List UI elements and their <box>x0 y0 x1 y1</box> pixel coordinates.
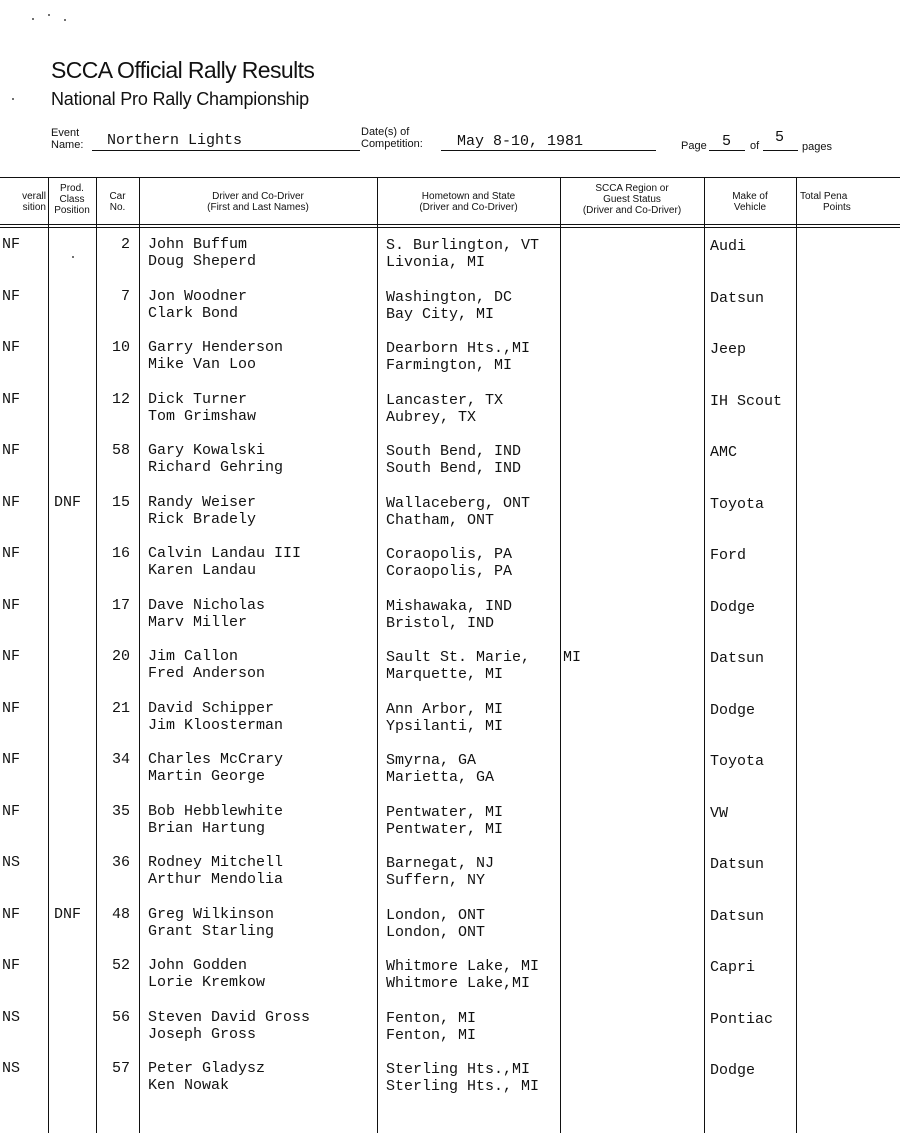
vehicle-make-cell: Datsun <box>710 650 765 667</box>
car-number-cell: 21 <box>111 700 130 717</box>
hometown-codriver: Bristol, IND <box>386 615 495 632</box>
vehicle-make-cell: Dodge <box>710 1062 756 1079</box>
hometown-codriver: Ypsilanti, MI <box>386 718 504 735</box>
hometown-driver: Fenton, MI <box>386 1010 477 1027</box>
dates-value: May 8-10, 1981 <box>457 133 584 150</box>
overall-position-cell: NS <box>2 1060 21 1077</box>
col-header-home-line1: Hometown and State <box>421 191 516 202</box>
car-number-cell: 15 <box>111 494 130 511</box>
hometown-codriver: London, ONT <box>386 924 486 941</box>
scan-speck <box>32 18 34 20</box>
hometown-driver: Lancaster, TX <box>386 392 504 409</box>
hometown-driver: Dearborn Hts.,MI <box>386 340 531 357</box>
hometown-codriver: Farmington, MI <box>386 357 513 374</box>
hometown-codriver: Whitmore Lake,MI <box>386 975 531 992</box>
col-header-overall-line1: verall <box>22 191 46 202</box>
col-header-car <box>96 191 139 213</box>
car-number-cell: 7 <box>120 288 130 305</box>
hometown-codriver: Suffern, NY <box>386 872 486 889</box>
overall-position-cell: NS <box>2 854 21 871</box>
car-number-cell: 52 <box>111 957 130 974</box>
hometown-codriver: Fenton, MI <box>386 1027 477 1044</box>
col-header-make-line1: Make of <box>732 191 768 202</box>
page-number: 5 <box>722 133 732 150</box>
codriver-name: Karen Landau <box>148 562 257 579</box>
car-number-cell: 57 <box>111 1060 130 1077</box>
col-header-penalty <box>800 191 900 213</box>
hometown-driver: Coraopolis, PA <box>386 546 513 563</box>
codriver-name: Marv Miller <box>148 614 248 631</box>
hometown-codriver: Livonia, MI <box>386 254 486 271</box>
hometown-driver: Ann Arbor, MI <box>386 701 504 718</box>
dates-underline <box>441 150 656 151</box>
class-position-cell: DNF <box>54 494 82 511</box>
event-name-label <box>51 127 83 151</box>
car-number-cell: 10 <box>111 339 130 356</box>
overall-position-cell: NF <box>2 391 21 408</box>
vehicle-make-cell: Pontiac <box>710 1011 774 1028</box>
overall-position-cell: NF <box>2 236 21 253</box>
driver-name: Charles McCrary <box>148 751 284 768</box>
col-header-driver-line1: Driver and Co-Driver <box>212 191 304 202</box>
driver-name: Steven David Gross <box>148 1009 311 1026</box>
event-label-line1: Event <box>51 127 80 139</box>
driver-name: Jim Callon <box>148 648 239 665</box>
overall-position-cell: NF <box>2 803 21 820</box>
overall-position-cell: NF <box>2 648 21 665</box>
codriver-name: Grant Starling <box>148 923 275 940</box>
hometown-codriver: Marietta, GA <box>386 769 495 786</box>
vehicle-make-cell: Datsun <box>710 290 765 307</box>
col-header-home-line2: (Driver and Co-Driver) <box>419 202 518 213</box>
driver-name: David Schipper <box>148 700 275 717</box>
overall-position-cell: NF <box>2 751 21 768</box>
driver-name: Gary Kowalski <box>148 442 266 459</box>
col-header-region <box>560 183 704 216</box>
scan-speck <box>64 19 66 21</box>
col-header-class <box>48 183 96 216</box>
hometown-driver: Pentwater, MI <box>386 804 504 821</box>
car-number-cell: 34 <box>111 751 130 768</box>
page-total-underline <box>763 150 798 151</box>
scan-speck <box>72 256 74 258</box>
hometown-driver: S. Burlington, VT <box>386 237 540 254</box>
header-rule-2 <box>0 227 900 228</box>
driver-name: John Godden <box>148 957 248 974</box>
col-header-overall <box>0 191 46 213</box>
car-number-cell: 20 <box>111 648 130 665</box>
hometown-codriver: Marquette, MI <box>386 666 504 683</box>
driver-name: Randy Weiser <box>148 494 257 511</box>
col-header-make-line2: Vehicle <box>733 202 767 213</box>
scan-speck <box>12 98 14 100</box>
vehicle-make-cell: VW <box>710 805 729 822</box>
event-name-value: Northern Lights <box>107 132 243 149</box>
overall-position-cell: NF <box>2 442 21 459</box>
codriver-name: Rick Bradely <box>148 511 257 528</box>
overall-position-cell: NF <box>2 906 21 923</box>
driver-name: Dick Turner <box>148 391 248 408</box>
car-number-cell: 2 <box>120 236 130 253</box>
of-label: of <box>750 140 760 152</box>
col-header-driver <box>139 191 377 213</box>
col-header-region-line2: Guest Status <box>603 194 661 205</box>
codriver-name: Doug Sheperd <box>148 253 257 270</box>
hometown-codriver: Aubrey, TX <box>386 409 477 426</box>
table-top-rule <box>0 177 900 178</box>
col-divider-class <box>96 177 97 1133</box>
hometown-codriver: Coraopolis, PA <box>386 563 513 580</box>
hometown-driver: Sault St. Marie, <box>386 649 531 666</box>
codriver-name: Arthur Mendolia <box>148 871 284 888</box>
col-divider-driver <box>377 177 378 1133</box>
codriver-name: Ken Nowak <box>148 1077 230 1094</box>
col-header-make <box>704 191 796 213</box>
vehicle-make-cell: Datsun <box>710 856 765 873</box>
dates-label-line1: Date(s) of <box>361 126 410 138</box>
hometown-driver: Smyrna, GA <box>386 752 477 769</box>
car-number-cell: 12 <box>111 391 130 408</box>
driver-name: Dave Nicholas <box>148 597 266 614</box>
overall-position-cell: NF <box>2 957 21 974</box>
codriver-name: Fred Anderson <box>148 665 266 682</box>
form-title: SCCA Official Rally Results <box>51 57 315 83</box>
hometown-codriver: Chatham, ONT <box>386 512 495 529</box>
hometown-codriver: Bay City, MI <box>386 306 495 323</box>
vehicle-make-cell: Dodge <box>710 702 756 719</box>
codriver-name: Richard Gehring <box>148 459 284 476</box>
driver-name: Garry Henderson <box>148 339 284 356</box>
col-divider-overall <box>48 177 49 1133</box>
col-header-car-line1: Car <box>109 191 126 202</box>
driver-name: Greg Wilkinson <box>148 906 275 923</box>
col-header-class-line2: Class <box>59 194 85 205</box>
car-number-cell: 35 <box>111 803 130 820</box>
scan-speck <box>48 14 50 16</box>
page-total: 5 <box>775 129 785 146</box>
vehicle-make-cell: Capri <box>710 959 756 976</box>
codriver-name: Clark Bond <box>148 305 239 322</box>
car-number-cell: 56 <box>111 1009 130 1026</box>
vehicle-make-cell: IH Scout <box>710 393 783 410</box>
overall-position-cell: NF <box>2 288 21 305</box>
col-divider-region <box>704 177 705 1133</box>
car-number-cell: 16 <box>111 545 130 562</box>
form-subtitle: National Pro Rally Championship <box>51 89 309 109</box>
vehicle-make-cell: Toyota <box>710 753 765 770</box>
hometown-driver: South Bend, IND <box>386 443 522 460</box>
car-number-cell: 17 <box>111 597 130 614</box>
codriver-name: Tom Grimshaw <box>148 408 257 425</box>
codriver-name: Lorie Kremkow <box>148 974 266 991</box>
vehicle-make-cell: Dodge <box>710 599 756 616</box>
hometown-driver: Sterling Hts.,MI <box>386 1061 531 1078</box>
col-header-region-line3: (Driver and Co-Driver) <box>582 205 682 216</box>
driver-name: Peter Gladysz <box>148 1060 266 1077</box>
dates-label <box>361 126 423 150</box>
hometown-driver: Whitmore Lake, MI <box>386 958 540 975</box>
hometown-codriver: Pentwater, MI <box>386 821 504 838</box>
hometown-driver: Wallaceberg, ONT <box>386 495 531 512</box>
codriver-name: Mike Van Loo <box>148 356 257 373</box>
driver-name: Jon Woodner <box>148 288 248 305</box>
pages-label: pages <box>802 141 832 153</box>
col-header-class-line3: Position <box>54 205 90 216</box>
col-header-overall-line2: sition <box>22 202 46 213</box>
event-label-line2: Name: <box>51 139 84 151</box>
col-header-home <box>377 191 560 213</box>
col-divider-car <box>139 177 140 1133</box>
col-divider-home <box>560 177 561 1133</box>
hometown-codriver: South Bend, IND <box>386 460 522 477</box>
driver-name: Rodney Mitchell <box>148 854 284 871</box>
codriver-name: Jim Kloosterman <box>148 717 284 734</box>
hometown-driver: Barnegat, NJ <box>386 855 495 872</box>
col-header-car-line2: No. <box>109 202 126 213</box>
vehicle-make-cell: Jeep <box>710 341 747 358</box>
driver-name: Bob Hebblewhite <box>148 803 284 820</box>
class-position-cell: DNF <box>54 906 82 923</box>
hometown-driver: Mishawaka, IND <box>386 598 513 615</box>
overall-position-cell: NF <box>2 700 21 717</box>
overall-position-cell: NF <box>2 545 21 562</box>
page-label: Page <box>681 140 707 152</box>
overall-position-cell: NF <box>2 597 21 614</box>
car-number-cell: 48 <box>111 906 130 923</box>
col-divider-make <box>796 177 797 1133</box>
vehicle-make-cell: Ford <box>710 547 747 564</box>
col-header-driver-line2: (First and Last Names) <box>207 202 309 213</box>
driver-name: Calvin Landau III <box>148 545 302 562</box>
codriver-name: Martin George <box>148 768 266 785</box>
dates-label-line2: Competition: <box>361 138 423 150</box>
vehicle-make-cell: Toyota <box>710 496 765 513</box>
codriver-name: Brian Hartung <box>148 820 266 837</box>
event-name-underline <box>92 150 360 151</box>
hometown-driver: Washington, DC <box>386 289 513 306</box>
car-number-cell: 36 <box>111 854 130 871</box>
vehicle-make-cell: Audi <box>710 238 747 255</box>
vehicle-make-cell: Datsun <box>710 908 765 925</box>
overall-position-cell: NS <box>2 1009 21 1026</box>
header-rule-1 <box>0 224 900 225</box>
overall-position-cell: NF <box>2 494 21 511</box>
col-header-region-line1: SCCA Region or <box>595 183 669 194</box>
page-number-underline <box>709 150 745 151</box>
car-number-cell: 58 <box>111 442 130 459</box>
col-header-penalty-line1: Total Pena <box>800 191 848 202</box>
driver-name: John Buffum <box>148 236 248 253</box>
col-header-class-line1: Prod. <box>60 183 84 194</box>
region-status-cell: MI <box>563 649 582 666</box>
hometown-codriver: Sterling Hts., MI <box>386 1078 540 1095</box>
col-header-penalty-line2: Points <box>823 202 851 213</box>
overall-position-cell: NF <box>2 339 21 356</box>
hometown-driver: London, ONT <box>386 907 486 924</box>
vehicle-make-cell: AMC <box>710 444 738 461</box>
codriver-name: Joseph Gross <box>148 1026 257 1043</box>
